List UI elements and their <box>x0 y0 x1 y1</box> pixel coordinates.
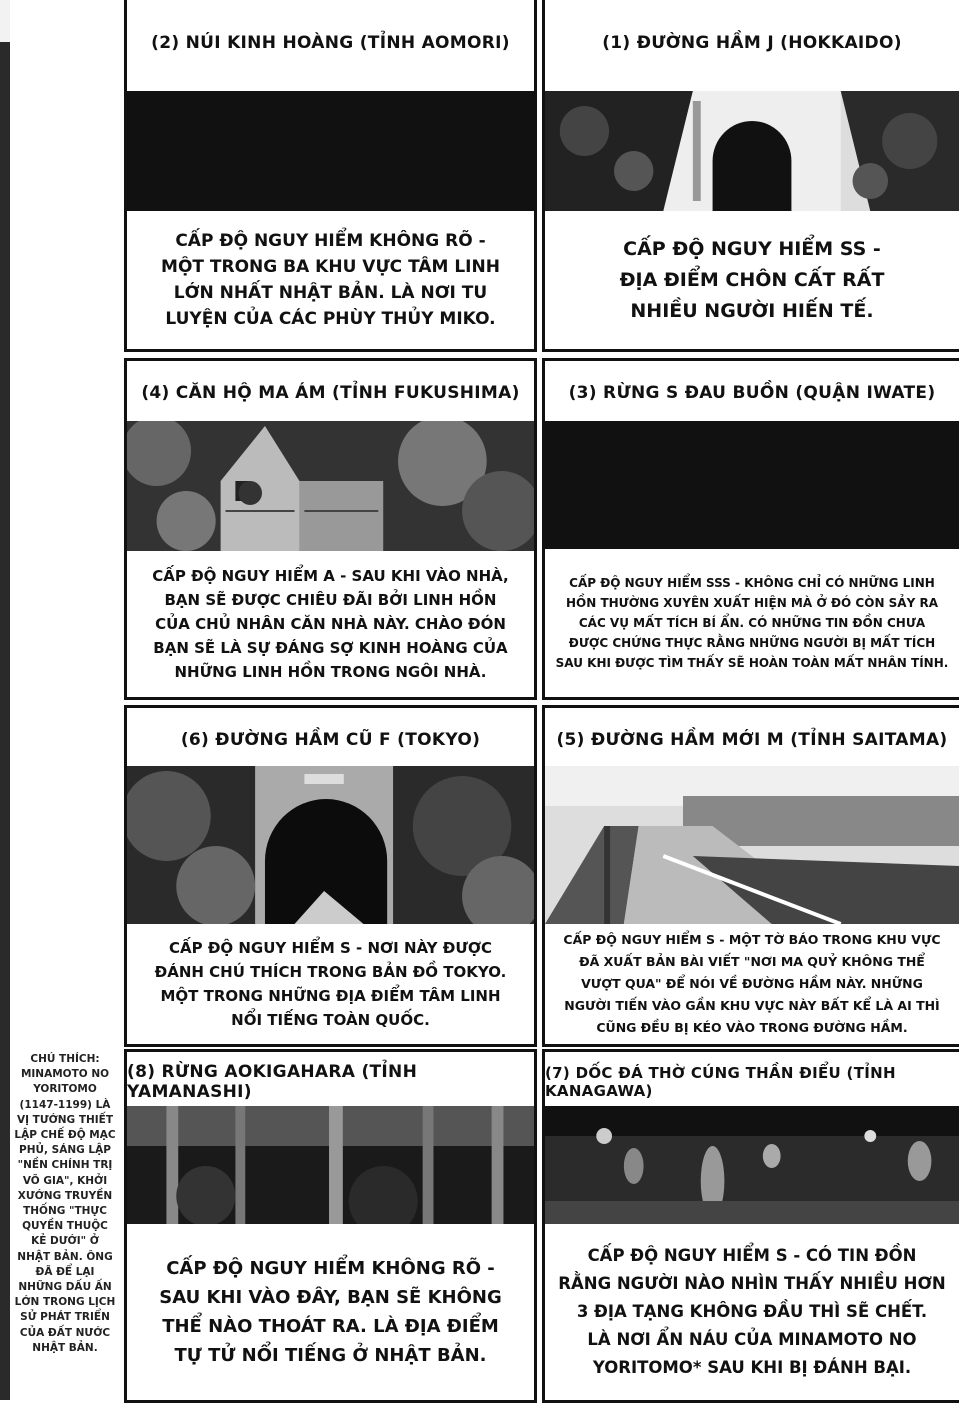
panel-title: (5) ĐƯỜNG HẦM MỚI M (TỈNH SAITAMA) <box>556 730 948 750</box>
panel-title: (8) RỪNG AOKIGAHARA (TỈNH YAMANASHI) <box>127 1062 418 1102</box>
footnote: CHÚ THÍCH: MINAMOTO NO YORITOMO (1147-1199) LÀ VỊ TƯỚNG THIẾT LẬP CHẾ ĐỘ MẠC PHỦ, SÁNG LẬP "NỀN CHÍNH TRỊ VÕ GIA", KHỞI XƯỚNG TRUYỀN THỐNG "THỰC QUYỀN THUỘC KẺ DƯỚI" Ở NHẬT BẢN. ÔNG ĐÃ ĐỂ LẠI NHỮNG DẤU ẤN LỚN TRONG LỊCH SỬ PHÁT TRIỂN CỦA ĐẤT NƯỚC NHẬT BẢN. <box>14 1053 116 1354</box>
photo-forest <box>127 1106 534 1224</box>
panel-description: CẤP ĐỘ NGUY HIỂM A - SAU KHI VÀO NHÀ, BẠN SẼ ĐƯỢC CHIÊU ĐÃI BỞI LINH HỒN CỦA CHỦ NHÂN CĂN NHÀ NÀY. CHÀO ĐÓN BẠN SẼ LÀ SỰ ĐÁNG SỢ KINH HOÀNG CỦA NHỮNG LINH HỒN TRONG NGÔI NHÀ. <box>152 567 509 681</box>
panel-5-saitama <box>542 705 959 1047</box>
panel-3-iwate <box>542 358 959 700</box>
panel-title: (4) CĂN HỘ MA ÁM (TỈNH FUKUSHIMA) <box>141 383 520 403</box>
panel-title: (7) DỐC ĐÁ THỜ CÚNG THẦN ĐIỂU (TỈNH KANAGAWA) <box>545 1064 896 1100</box>
panel-2-aomori <box>124 0 537 352</box>
photo-new-tunnel <box>545 766 959 924</box>
panel-title: (1) ĐƯỜNG HẦM J (HOKKAIDO) <box>602 33 902 53</box>
panel-description: CẤP ĐỘ NGUY HIỂM KHÔNG RÕ - MỘT TRONG BA KHU VỰC TÂM LINH LỚN NHẤT NHẬT BẢN. LÀ NƠI TU LUYỆN CỦA CÁC PHÙY THỦY MIKO. <box>161 231 500 329</box>
panel-title: (2) NÚI KINH HOÀNG (TỈNH AOMORI) <box>151 33 510 53</box>
photo-shrine-slope <box>545 1106 959 1224</box>
page-gutter <box>0 0 10 1400</box>
panel-title: (3) RỪNG S ĐAU BUỒN (QUẬN IWATE) <box>568 383 936 403</box>
panel-description: CẤP ĐỘ NGUY HIỂM SS - ĐỊA ĐIỂM CHÔN CẤT RẤT NHIỀU NGƯỜI HIẾN TẾ. <box>619 237 885 322</box>
panel-7-kanagawa <box>542 1049 959 1403</box>
page-gutter-top <box>0 0 10 42</box>
photo-black <box>545 421 959 549</box>
panel-4-fukushima <box>124 358 537 700</box>
photo-old-tunnel <box>127 766 534 924</box>
panel-description: CẤP ĐỘ NGUY HIỂM S - CÓ TIN ĐỒN RẰNG NGƯỜI NÀO NHÌN THẤY NHIỀU HƠN 3 ĐỊA TẠNG KHÔNG ĐẦU THÌ SẼ CHẾT. LÀ NƠI ẨN NÁU CỦA MINAMOTO NO YORITOMO* SAU KHI BỊ ĐÁNH BẠI. <box>558 1246 946 1377</box>
panel-description: CẤP ĐỘ NGUY HIỂM SSS - KHÔNG CHỈ CÓ NHỮNG LINH HỒN THƯỜNG XUYÊN XUẤT HIỆN MÀ Ở ĐÓ CÒN SẢY RA CÁC VỤ MẤT TÍCH BÍ ẨN. CÓ NHỮNG TIN ĐỒN CHƯA ĐƯỢC CHỨNG THỰC RẰNG NHỮNG NGƯỜI BỊ MẤT TÍCH SAU KHI ĐƯỢC TÌM THẤY SẼ HOÀN TOÀN MẤT NHÂN TÍNH. <box>555 576 949 670</box>
panel-1-hokkaido <box>542 0 959 352</box>
panel-description: CẤP ĐỘ NGUY HIỂM KHÔNG RÕ - SAU KHI VÀO ĐÂY, BẠN SẼ KHÔNG THỂ NÀO THOÁT RA. LÀ ĐỊA ĐIỂM TỰ TỬ NỔI TIẾNG Ở NHẬT BẢN. <box>159 1258 502 1366</box>
photo-black <box>127 91 534 211</box>
panel-8-yamanashi <box>124 1049 537 1403</box>
panel-description: CẤP ĐỘ NGUY HIỂM S - MỘT TỜ BÁO TRONG KHU VỰC ĐÃ XUẤT BẢN BÀI VIẾT "NƠI MA QUỶ KHÔNG THỂ VƯỢT QUA" ĐỂ NÓI VỀ ĐƯỜNG HẦM NÀY. NHỮNG NGƯỜI TIẾN VÀO GẦN KHU VỰC NÀY BẤT KỂ LÀ AI THÌ CŨNG ĐỀU BỊ KÉO VÀO TRONG ĐƯỜNG HẦM. <box>563 932 941 1035</box>
photo-tunnel-j <box>545 91 959 211</box>
panel-title: (6) ĐƯỜNG HẦM CŨ F (TOKYO) <box>180 730 481 750</box>
photo-haunted-house <box>127 421 534 551</box>
panel-6-tokyo <box>124 705 537 1047</box>
panel-description: CẤP ĐỘ NGUY HIỂM S - NƠI NÀY ĐƯỢC ĐÁNH CHÚ THÍCH TRONG BẢN ĐỒ TOKYO. MỘT TRONG NHỮNG ĐỊA ĐIỂM TÂM LINH NỔI TIẾNG TOÀN QUỐC. <box>154 939 507 1029</box>
